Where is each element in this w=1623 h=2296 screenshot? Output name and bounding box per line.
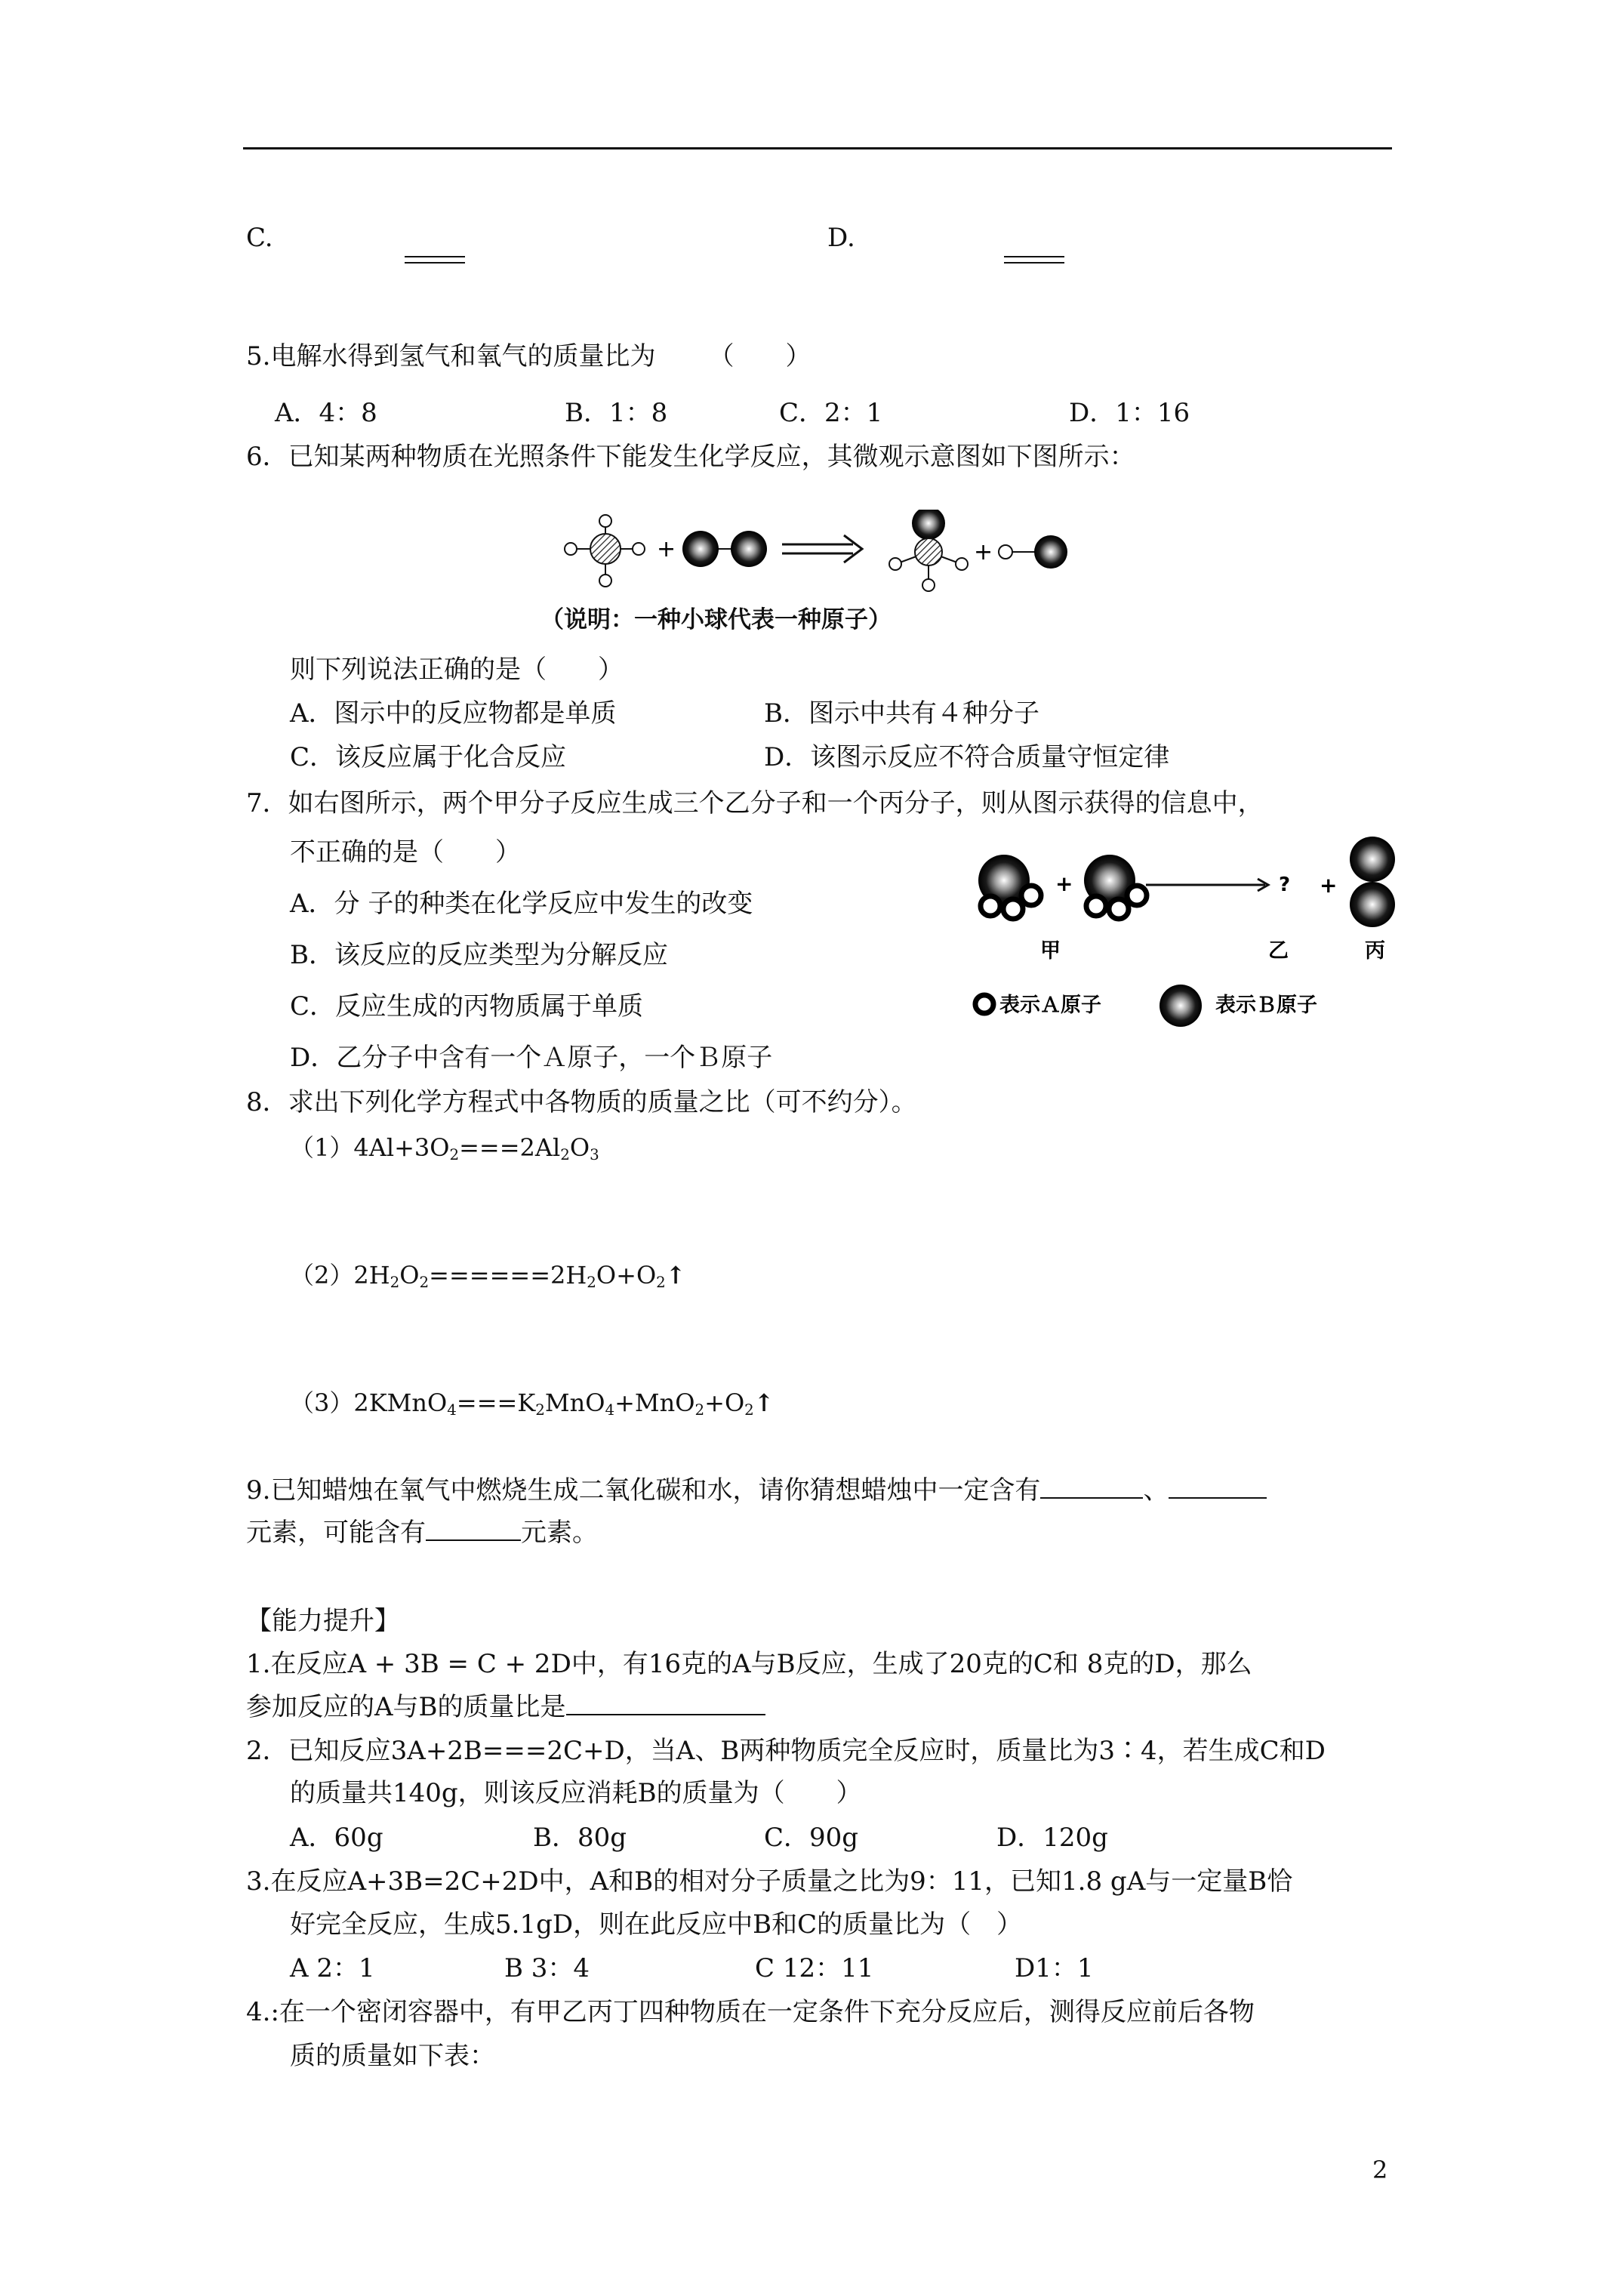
q6-stem: 6．已知某两种物质在光照条件下能发生化学反应，其微观示意图如下图所示： — [246, 442, 1135, 472]
q8-equation-1: $(1)4Al+3O_2===2Al_2O_3$ — [290, 1133, 599, 1163]
q7-option-c: C．反应生成的丙物质属于单质 — [290, 991, 644, 1022]
q7-question-mark: ? — [1279, 874, 1291, 896]
q7-legend-b-text: 表示Ｂ原子 — [1215, 994, 1317, 1017]
section-title: 【能力提升】 — [246, 1606, 400, 1636]
p2-line-1: 2．已知反应3A+2B===2C+D，当A、B两种物质完全反应时，质量比为3∶4，若生成C和D — [246, 1736, 1326, 1766]
p3-line-2: 好完全反应，生成5.1gD，则在此反应中B和C的质量比为（ ） — [290, 1909, 1023, 1940]
p4-line-1: 4.:在一个密闭容器中，有甲乙丙丁四种物质在一定条件下充分反应后，测得反应前后各物 — [246, 1997, 1255, 2027]
p2-option-a: A．60g — [290, 1823, 383, 1853]
q7-plus-2: + — [1320, 873, 1338, 898]
q7-arrow — [1146, 879, 1268, 891]
p4-line-2: 质的质量如下表： — [290, 2041, 495, 2071]
q6-option-c: C．该反应属于化合反应 — [290, 742, 567, 772]
q6-plus-1: + — [657, 536, 676, 562]
q6-plus-2: + — [974, 539, 993, 566]
q6-reactant-molecule-2 — [682, 531, 767, 567]
header-rule — [243, 147, 1392, 149]
p1-line-1: 1.在反应A + 3B = C + 2D中，有16克的A与B反应，生成了20克的C和 8克的D，那么 — [246, 1649, 1252, 1679]
q7-molecule-bing — [1350, 837, 1395, 927]
p2-option-b: B．80g — [533, 1823, 627, 1853]
q5-stem: 5.电解水得到氢气和氧气的质量比为 （ ） — [246, 341, 812, 371]
q6-question: 则下列说法正确的是（ ） — [290, 655, 624, 685]
q7-molecule-jia-1 — [978, 855, 1041, 919]
q7-label-yi: 乙 — [1268, 939, 1289, 963]
option-d-double-line — [1004, 256, 1064, 264]
q9-line-2: 元素，可能含有 元素。 — [246, 1518, 598, 1548]
p3-option-c: C 12：11 — [755, 1953, 874, 1983]
q6-product-molecule-2 — [999, 535, 1067, 569]
q8-equation-3: $(3)2KMnO_4===K_2MnO_4+MnO_2+O_2↑$ — [290, 1388, 775, 1419]
p3-line-1: 3.在反应A+3B=2C+2D中，A和B的相对分子质量之比为9：11，已知1.8 gA与一定量B恰 — [246, 1866, 1293, 1897]
q5-option-d: D．1：16 — [1069, 398, 1190, 428]
q7-molecule-jia-2 — [1084, 855, 1147, 919]
p2-line-2: 的质量共140g，则该反应消耗B的质量为（ ） — [290, 1778, 862, 1808]
q7-stem-2: 不正确的是（ ） — [290, 837, 521, 868]
q7-reaction-diagram — [959, 831, 1412, 1057]
q7-option-d: D．乙分子中含有一个Ａ原子，一个Ｂ原子 — [290, 1043, 773, 1073]
p1-blank — [566, 1714, 765, 1715]
page-number: 2 — [1372, 2156, 1388, 2184]
q7-legend-a-text: 表示Ａ原子 — [999, 994, 1101, 1017]
q6-option-b: B．图示中共有４种分子 — [764, 698, 1039, 729]
q7-option-a: A．分 子的种类在化学反应中发生的改变 — [290, 889, 753, 919]
q7-label-bing: 丙 — [1365, 939, 1385, 963]
p3-option-d: D1：1 — [1015, 1953, 1094, 1983]
q6-option-a: A．图示中的反应物都是单质 — [290, 698, 617, 729]
q9-line-1: 9.已知蜡烛在氧气中燃烧生成二氧化碳和水，请你猜想蜡烛中一定含有 、 — [246, 1478, 1267, 1503]
q7-legend-b — [1160, 985, 1317, 1027]
q7-label-jia: 甲 — [1040, 939, 1061, 963]
p2-option-c: C．90g — [764, 1823, 859, 1853]
option-c-double-line — [405, 256, 465, 264]
q9-blank-1 — [1040, 1497, 1143, 1499]
q6-caption: （说明：一种小球代表一种原子） — [540, 606, 892, 633]
p3-option-a: A 2：1 — [290, 1953, 375, 1983]
q9-blank-2 — [1169, 1497, 1267, 1499]
q8-stem: 8．求出下列化学方程式中各物质的质量之比（可不约分）。 — [246, 1087, 917, 1117]
q7-option-b: B．该反应的反应类型为分解反应 — [290, 940, 668, 970]
q5-option-b: B．1：8 — [565, 398, 668, 428]
q6-double-arrow — [782, 535, 862, 562]
q7-plus-1: + — [1055, 871, 1073, 896]
option-d-label: D. — [827, 223, 855, 253]
q7-legend-a — [975, 994, 1101, 1017]
q6-option-d: D．该图示反应不符合质量守恒定律 — [764, 742, 1170, 772]
q8-equation-2: $(2)2H_2O_2======2H_2O+O_2↑$ — [290, 1261, 686, 1291]
p2-option-d: D．120g — [996, 1823, 1108, 1853]
option-c-label: C. — [246, 223, 273, 253]
q5-option-c: C．2：1 — [779, 398, 883, 428]
q6-reactant-molecule-1 — [565, 515, 645, 587]
q5-option-a: A．4：8 — [275, 398, 377, 428]
q9-blank-3 — [426, 1539, 521, 1541]
q6-product-molecule-1 — [889, 510, 968, 591]
p1-line-2: 参加反应的A与B的质量比是 — [246, 1694, 765, 1720]
p3-option-b: B 3：4 — [504, 1953, 590, 1983]
q7-stem: 7．如右图所示，两个甲分子反应生成三个乙分子和一个丙分子，则从图示获得的信息中， — [246, 788, 1264, 818]
q6-reaction-diagram — [559, 510, 1087, 593]
